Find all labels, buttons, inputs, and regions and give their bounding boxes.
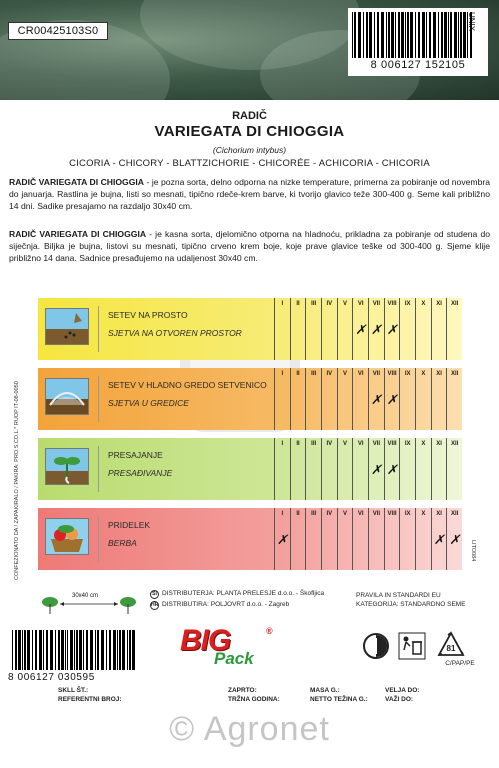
month-cell xyxy=(352,508,368,570)
month-cell xyxy=(446,508,462,570)
month-label: XI xyxy=(436,371,442,377)
month-cell xyxy=(399,508,415,570)
barcode-bar xyxy=(460,12,462,58)
row-label-sl: SETEV V HLADNO GREDO SETVENICO xyxy=(108,380,267,390)
sowing-open-field-icon xyxy=(45,308,89,345)
title-name: VARIEGATA DI CHIOGGIA xyxy=(154,123,345,140)
row-divider xyxy=(98,306,99,352)
barcode-bar xyxy=(354,12,356,58)
product-code: CR00425103S0 xyxy=(8,22,108,40)
barcode-bar xyxy=(32,630,33,670)
barcode-bar xyxy=(395,12,396,58)
month-grid xyxy=(274,508,462,570)
row-label-hr: BERBA xyxy=(108,538,137,548)
barcode-bar xyxy=(119,630,121,670)
recycle-icon xyxy=(436,630,466,660)
month-label: XII xyxy=(451,511,459,517)
month-cell xyxy=(399,368,415,430)
barcode-bar xyxy=(381,12,384,58)
row-label-hr: SJETVA U GREDICE xyxy=(108,398,189,408)
distribution-hr xyxy=(150,601,289,610)
recycle-number: 81 xyxy=(446,644,456,653)
month-label: VII xyxy=(372,371,381,377)
barcode-bar xyxy=(391,12,394,58)
month-mark: ✗ xyxy=(276,532,288,547)
field-skll: SKLL ŠT.: xyxy=(58,687,89,694)
barcode-bar xyxy=(39,630,42,670)
month-cell xyxy=(337,438,353,500)
description-hr xyxy=(9,228,490,264)
month-mark: ✗ xyxy=(433,532,445,547)
month-cell xyxy=(290,368,306,430)
month-mark: ✗ xyxy=(386,322,398,337)
month-label: I xyxy=(281,511,284,517)
barcode-bar xyxy=(12,630,13,670)
barcode-bar xyxy=(358,12,361,58)
barcode-bar xyxy=(386,12,387,58)
field-reference: REFERENTNI BROJ: xyxy=(58,696,122,703)
barcode-bar xyxy=(366,12,368,58)
greenhouse-icon xyxy=(45,378,89,415)
title-genus: RADIČ xyxy=(232,110,267,122)
month-label: IV xyxy=(326,371,333,377)
month-cell xyxy=(337,508,353,570)
month-label: VI xyxy=(357,511,364,517)
barcode-bar xyxy=(86,630,88,670)
month-cell xyxy=(305,298,321,360)
month-cell xyxy=(399,298,415,360)
month-cell xyxy=(415,298,431,360)
month-cell xyxy=(290,438,306,500)
month-label: VII xyxy=(372,441,381,447)
month-label: III xyxy=(311,301,317,307)
month-label: VIII xyxy=(387,511,397,517)
month-cell xyxy=(384,298,400,360)
barcode-bar xyxy=(122,630,125,670)
barcode-bar xyxy=(74,630,75,670)
barcode-bar xyxy=(398,12,400,58)
month-label: XII xyxy=(451,301,459,307)
month-cell xyxy=(431,438,447,500)
month-label: VIII xyxy=(387,371,397,377)
description-hr-text: - je kasna sorta, djelomično otporna na hladnoću, prikladna za pobiranje od studena do siječnja. Biljka je bujna, listovi su mesnati, tipično crveno krem boje, koje prave glavice teške od 300-400 g. Sjeme klije približno 14 dana. Sadnice presađujemo na udaljenost 30x40 cm. xyxy=(9,229,490,263)
month-label: X xyxy=(421,441,426,447)
month-grid xyxy=(274,298,462,360)
month-label: XII xyxy=(451,371,459,377)
month-cell xyxy=(415,438,431,500)
month-label: V xyxy=(343,511,348,517)
month-cell xyxy=(431,368,447,430)
description-hr-bold: RADIČ VARIEGATA DI CHIOGGIA xyxy=(9,229,147,239)
month-label: IV xyxy=(326,511,333,517)
barcode-bar xyxy=(415,12,416,58)
big-pack-logo xyxy=(180,626,280,672)
month-label: IX xyxy=(404,301,411,307)
calendar-row-transplant xyxy=(38,438,462,500)
month-mark: ✗ xyxy=(370,392,382,407)
row-label-hr: PRESAĐIVANJE xyxy=(108,468,173,478)
barcode-bar xyxy=(444,12,447,58)
barcode-bar xyxy=(132,630,135,670)
tidy-man-icon xyxy=(398,632,426,660)
month-label: IX xyxy=(404,511,411,517)
green-dot-icon xyxy=(362,632,390,660)
row-divider xyxy=(98,516,99,562)
month-label: V xyxy=(343,441,348,447)
month-label: VI xyxy=(357,371,364,377)
barcode-bar xyxy=(79,630,82,670)
month-cell xyxy=(321,508,337,570)
barcode-bar xyxy=(76,630,78,670)
title-languages: CICORIA - CHICORY - BLATTZICHORIE - CHICORÉE - ACHICORIA - CHICORIA xyxy=(69,158,430,169)
month-label: II xyxy=(296,371,300,377)
month-cell xyxy=(446,298,462,360)
barcode-bar xyxy=(46,630,48,670)
logo-pack-text: Pack xyxy=(214,649,254,668)
barcode-top-number: 8 006127 152105 xyxy=(370,59,466,71)
description-sl-text: - je pozna sorta, delno odporna na nizke temperature, primerna za pobiranje od novembra do januarja. Rastlina je bujna, listi so mesnati, tipično rdeče-krem barve, ki tvorijo glavico teže 300-400 g. Seme kali približno 14 dni. Sadike presajamo na razdaljo 30x40 cm. xyxy=(9,177,490,211)
month-cell xyxy=(399,438,415,500)
recycle-code: C/PAP/PE xyxy=(445,660,475,667)
month-mark: ✗ xyxy=(370,462,382,477)
row-divider xyxy=(98,376,99,422)
barcode-bar xyxy=(18,630,21,670)
month-label: I xyxy=(281,301,284,307)
barcode-bar xyxy=(90,630,93,670)
month-cell xyxy=(384,368,400,430)
field-velja: VELJA DO: xyxy=(385,687,420,694)
month-cell xyxy=(321,438,337,500)
month-label: I xyxy=(281,371,284,377)
month-label: VI xyxy=(357,301,364,307)
barcode-bar xyxy=(43,630,44,670)
month-cell xyxy=(352,438,368,500)
barcode-bar xyxy=(35,630,37,670)
barcode-bar xyxy=(405,12,406,58)
row-divider xyxy=(98,446,99,492)
description-sl xyxy=(9,176,490,212)
month-cell xyxy=(368,438,384,500)
month-label: III xyxy=(311,371,317,377)
month-cell xyxy=(321,368,337,430)
barcode-bar xyxy=(450,12,452,58)
barcode-bar xyxy=(407,12,409,58)
month-cell xyxy=(274,298,290,360)
barcode-bar xyxy=(429,12,431,58)
field-zaprto: ZAPRTO: xyxy=(228,687,257,694)
barcode-bar xyxy=(463,12,466,58)
title-latin: (Cichorium intybus) xyxy=(212,145,287,155)
month-cell xyxy=(290,298,306,360)
month-label: II xyxy=(296,511,300,517)
row-label-sl: SETEV NA PROSTO xyxy=(108,310,188,320)
registered-mark: ® xyxy=(266,626,273,636)
barcode-bar xyxy=(433,12,436,58)
barcode-bar xyxy=(101,630,104,670)
barcode-bar xyxy=(438,12,439,58)
month-label: VIII xyxy=(387,441,397,447)
month-cell xyxy=(337,298,353,360)
barcode-bar xyxy=(61,630,64,670)
barcode-bar xyxy=(458,12,459,58)
side-text-right: LITO084 xyxy=(470,540,476,562)
row-label-sl: PRIDELEK xyxy=(108,520,151,530)
month-label: IV xyxy=(326,441,333,447)
month-mark: ✗ xyxy=(370,322,382,337)
month-label: VII xyxy=(372,511,381,517)
month-cell xyxy=(352,368,368,430)
month-cell xyxy=(368,298,384,360)
month-cell xyxy=(321,298,337,360)
unix-label: UNIX xyxy=(467,12,476,32)
barcode-bar xyxy=(106,630,107,670)
barcode-bar xyxy=(352,12,353,58)
month-label: VI xyxy=(357,441,364,447)
barcode-bottom-number: 8 006127 030595 xyxy=(8,672,95,683)
barcode-bar xyxy=(109,630,111,670)
barcode-bar xyxy=(388,12,390,58)
month-label: V xyxy=(343,371,348,377)
month-cell xyxy=(368,508,384,570)
month-label: XI xyxy=(436,441,442,447)
month-cell xyxy=(305,438,321,500)
month-cell xyxy=(384,438,400,500)
distribution-hr-text: DISTRIBUTIRA: POLJOVRT d.o.o. - Zagreb xyxy=(162,601,290,608)
barcode-bar xyxy=(129,630,131,670)
field-trzna: TRŽNA GODINA: xyxy=(228,696,280,703)
month-label: IX xyxy=(404,371,411,377)
barcode-bar xyxy=(117,630,118,670)
field-masa: MASA G.: xyxy=(310,687,340,694)
month-label: XI xyxy=(436,301,442,307)
barcode-bar xyxy=(374,12,375,58)
barcode-bar xyxy=(422,12,425,58)
month-cell xyxy=(415,368,431,430)
vegetables-basket-icon xyxy=(45,518,89,555)
agronet-watermark: © Agronet xyxy=(169,710,330,748)
barcode-top xyxy=(352,12,476,58)
barcode-bar xyxy=(127,630,128,670)
barcode-bar xyxy=(58,630,60,670)
month-cell xyxy=(305,368,321,430)
month-cell xyxy=(305,508,321,570)
distribution-si-text: DISTRIBUTERJA: PLANTA PRELESJE d.o.o. - Škofljica xyxy=(162,590,325,597)
distribution-si xyxy=(150,590,324,599)
month-cell xyxy=(274,508,290,570)
barcode-bar xyxy=(97,630,99,670)
month-label: IX xyxy=(404,441,411,447)
month-grid xyxy=(274,368,462,430)
barcode-bar xyxy=(15,630,17,670)
barcode-bar xyxy=(50,630,53,670)
month-label: III xyxy=(311,441,317,447)
field-neto: NETTO TEŽINA G.: xyxy=(310,696,368,703)
month-cell xyxy=(446,438,462,500)
calendar-row-harvest xyxy=(38,508,462,570)
barcode-bar xyxy=(70,630,73,670)
barcode-bar xyxy=(113,630,116,670)
month-label: V xyxy=(343,301,348,307)
field-vazi: VAŽI DO: xyxy=(385,696,414,703)
barcode-bar xyxy=(24,630,26,670)
spacing-label: 30x40 cm xyxy=(72,593,99,599)
row-label-sl: PRESAJANJE xyxy=(108,450,163,460)
country-code-hr: HR xyxy=(151,602,159,608)
month-grid xyxy=(274,438,462,500)
row-label-hr: SJETVA NA OTVOREN PROSTOR xyxy=(108,328,242,338)
month-cell xyxy=(274,438,290,500)
standards-line-2: KATEGORIJA: STANDARDNO SEME xyxy=(356,601,466,608)
barcode-bar xyxy=(441,12,443,58)
month-cell xyxy=(415,508,431,570)
month-cell xyxy=(431,508,447,570)
month-label: IV xyxy=(326,301,333,307)
barcode-bar xyxy=(65,630,66,670)
country-code-si: SI xyxy=(150,590,159,599)
month-mark: ✗ xyxy=(386,392,398,407)
barcode-bar xyxy=(426,12,427,58)
barcode-bar xyxy=(369,12,372,58)
barcode-bar xyxy=(95,630,96,670)
barcode-bar xyxy=(67,630,69,670)
spacing-diagram xyxy=(40,590,140,620)
logo-big-text: BIG xyxy=(180,624,231,657)
side-text-left: CONFEZIONATO DA / ZAPAKIRALO / PAKIRA: PRO.S.CO.L.* RUOP IT-08-0050 xyxy=(14,381,20,580)
barcode-bar xyxy=(27,630,30,670)
calendar-row-greenhouse xyxy=(38,368,462,430)
month-label: XI xyxy=(436,511,442,517)
barcode-bar xyxy=(377,12,379,58)
barcode-bar xyxy=(448,12,449,58)
month-cell xyxy=(446,368,462,430)
month-cell xyxy=(431,298,447,360)
barcode-bar xyxy=(401,12,404,58)
month-label: X xyxy=(421,511,426,517)
month-label: XII xyxy=(451,441,459,447)
month-label: X xyxy=(421,301,426,307)
month-cell xyxy=(274,368,290,430)
month-label: II xyxy=(296,441,300,447)
description-sl-bold: RADIČ VARIEGATA DI CHIOGGIA xyxy=(9,177,145,187)
month-cell xyxy=(337,368,353,430)
barcode-bar xyxy=(363,12,364,58)
barcode-bar xyxy=(83,630,84,670)
barcode-bar xyxy=(410,12,413,58)
barcode-bar xyxy=(454,12,457,58)
calendar-row-sowing xyxy=(38,298,462,360)
barcode-bar xyxy=(418,12,420,58)
month-cell xyxy=(368,368,384,430)
month-label: VIII xyxy=(387,301,397,307)
month-cell xyxy=(352,298,368,360)
month-mark: ✗ xyxy=(449,532,461,547)
month-label: I xyxy=(281,441,284,447)
standards-line-1: PRAVILA IN STANDARDI EU xyxy=(356,592,441,599)
month-mark: ✗ xyxy=(355,322,367,337)
month-label: VII xyxy=(372,301,381,307)
month-label: III xyxy=(311,511,317,517)
month-cell xyxy=(290,508,306,570)
month-cell xyxy=(384,508,400,570)
barcode-bar xyxy=(55,630,56,670)
seedling-icon xyxy=(45,448,89,485)
month-mark: ✗ xyxy=(386,462,398,477)
month-label: II xyxy=(296,301,300,307)
month-label: X xyxy=(421,371,426,377)
barcode-bottom xyxy=(12,630,136,670)
barcode-bar xyxy=(22,630,23,670)
